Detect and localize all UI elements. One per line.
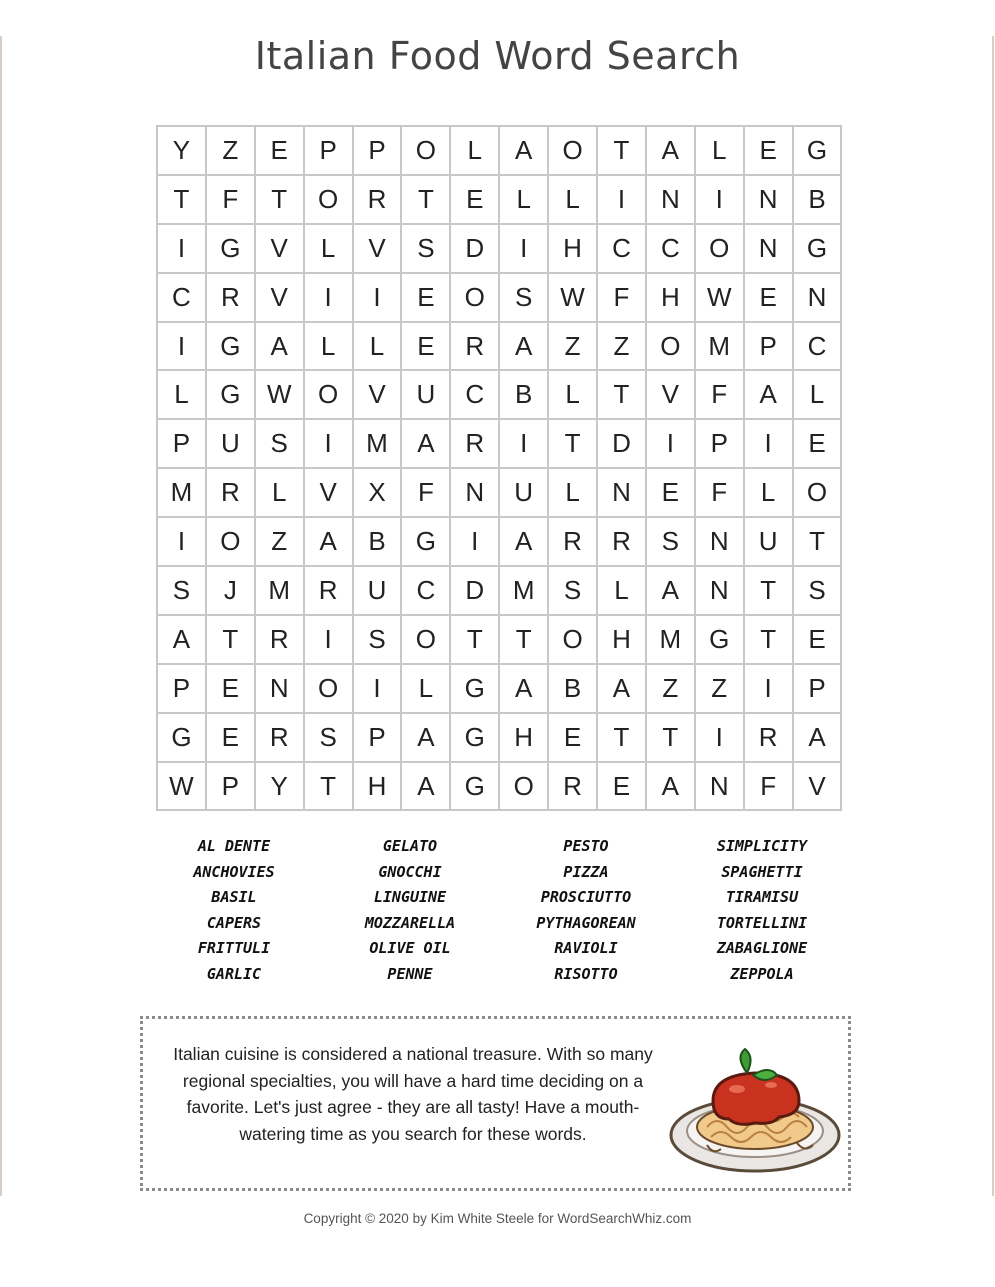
grid-cell: R <box>745 714 794 763</box>
grid-cell: L <box>305 323 354 372</box>
grid-cell: L <box>305 225 354 274</box>
grid-cell: I <box>354 274 403 323</box>
word-list-item: SIMPLICITY <box>716 837 808 855</box>
grid-cell: T <box>745 567 794 616</box>
grid-cell: V <box>305 469 354 518</box>
grid-cell: C <box>794 323 843 372</box>
grid-cell: A <box>598 665 647 714</box>
grid-cell: U <box>354 567 403 616</box>
grid-cell: E <box>794 616 843 665</box>
grid-cell: I <box>451 518 500 567</box>
grid-cell: A <box>402 714 451 763</box>
grid-cell: A <box>500 127 549 176</box>
grid-cell: O <box>305 371 354 420</box>
grid-cell: T <box>451 616 500 665</box>
grid-cell: T <box>549 420 598 469</box>
grid-cell: G <box>794 225 843 274</box>
copyright-text: Copyright © 2020 by Kim White Steele for WordSearchWhiz.com <box>303 1211 692 1226</box>
grid-cell: L <box>158 371 207 420</box>
grid-cell: A <box>158 616 207 665</box>
grid-cell: E <box>794 420 843 469</box>
word-list-item: BASIL <box>211 888 257 907</box>
word-list-item: PROSCIUTTO <box>540 888 632 907</box>
grid-cell: Z <box>256 518 305 567</box>
word-list-item: ZABAGLIONE <box>716 939 808 958</box>
grid-cell: F <box>402 469 451 518</box>
grid-cell: O <box>451 274 500 323</box>
grid-cell: E <box>256 127 305 176</box>
grid-cell: L <box>549 371 598 420</box>
word-list-item: MOZZARELLA <box>364 913 456 932</box>
grid-cell: L <box>549 176 598 225</box>
word-list-item: GARLIC <box>206 964 262 983</box>
grid-cell: L <box>256 469 305 518</box>
word-list-item: OLIVE OIL <box>369 939 451 958</box>
grid-cell: F <box>745 763 794 812</box>
page-edge-left <box>0 36 2 1196</box>
grid-cell: A <box>402 420 451 469</box>
grid-cell: B <box>549 665 598 714</box>
grid-cell: D <box>451 567 500 616</box>
grid-cell: C <box>158 274 207 323</box>
word-list-item: RAVIOLI <box>554 939 618 958</box>
word-list-item: TIRAMISU <box>725 888 799 907</box>
grid-cell: M <box>158 469 207 518</box>
grid-cell: F <box>696 469 745 518</box>
grid-cell: R <box>451 323 500 372</box>
grid-cell: O <box>402 616 451 665</box>
grid-cell: E <box>402 323 451 372</box>
word-column <box>674 834 850 988</box>
grid-cell: G <box>207 371 256 420</box>
grid-cell: O <box>696 225 745 274</box>
grid-cell: S <box>549 567 598 616</box>
grid-cell: E <box>647 469 696 518</box>
grid-cell: W <box>549 274 598 323</box>
grid-cell: O <box>647 323 696 372</box>
grid-cell: T <box>402 176 451 225</box>
grid-cell: I <box>598 176 647 225</box>
grid-cell: P <box>158 665 207 714</box>
grid-cell: G <box>451 714 500 763</box>
grid-cell: F <box>598 274 647 323</box>
grid-cell: H <box>647 274 696 323</box>
grid-cell: S <box>402 225 451 274</box>
grid-cell: U <box>207 420 256 469</box>
grid-cell: E <box>745 274 794 323</box>
grid-cell: L <box>794 371 843 420</box>
grid-cell: E <box>207 665 256 714</box>
grid-cell: Z <box>598 323 647 372</box>
grid-cell: V <box>256 225 305 274</box>
grid-cell: R <box>305 567 354 616</box>
page-edge-right <box>992 36 994 1196</box>
grid-cell: I <box>500 225 549 274</box>
grid-cell: I <box>354 665 403 714</box>
grid-cell: F <box>207 176 256 225</box>
grid-cell: H <box>549 225 598 274</box>
grid-cell: D <box>598 420 647 469</box>
grid-cell: R <box>354 176 403 225</box>
grid-cell: A <box>647 127 696 176</box>
grid-cell: P <box>158 420 207 469</box>
grid-cell: M <box>354 420 403 469</box>
word-list-item: PYTHAGOREAN <box>536 913 636 932</box>
grid-cell: I <box>158 518 207 567</box>
grid-cell: D <box>451 225 500 274</box>
grid-cell: M <box>696 323 745 372</box>
grid-cell: N <box>598 469 647 518</box>
grid-cell: L <box>745 469 794 518</box>
grid-cell: N <box>794 274 843 323</box>
grid-cell: E <box>745 127 794 176</box>
grid-cell: W <box>158 763 207 812</box>
grid-cell: H <box>598 616 647 665</box>
grid-cell: O <box>402 127 451 176</box>
grid-cell: P <box>207 763 256 812</box>
grid-cell: G <box>207 225 256 274</box>
grid-cell: R <box>207 469 256 518</box>
grid-cell: S <box>158 567 207 616</box>
word-list-item: ZEPPOLA <box>730 964 794 983</box>
grid-cell: I <box>696 714 745 763</box>
grid-cell: O <box>549 127 598 176</box>
grid-cell: W <box>696 274 745 323</box>
grid-cell: C <box>402 567 451 616</box>
grid-cell: L <box>451 127 500 176</box>
grid-cell: R <box>598 518 647 567</box>
grid-cell: V <box>794 763 843 812</box>
grid-cell: S <box>354 616 403 665</box>
grid-cell: Y <box>158 127 207 176</box>
grid-cell: P <box>794 665 843 714</box>
grid-cell: O <box>500 763 549 812</box>
word-list <box>146 834 850 988</box>
grid-cell: G <box>696 616 745 665</box>
grid-cell: B <box>794 176 843 225</box>
grid-cell: I <box>158 323 207 372</box>
grid-cell: T <box>794 518 843 567</box>
grid-cell: P <box>745 323 794 372</box>
grid-cell: N <box>696 763 745 812</box>
grid-cell: G <box>402 518 451 567</box>
grid-cell: U <box>402 371 451 420</box>
word-list-item: CAPERS <box>206 913 262 932</box>
grid-cell: Z <box>549 323 598 372</box>
grid-cell: E <box>402 274 451 323</box>
grid-cell: M <box>500 567 549 616</box>
grid-cell: L <box>598 567 647 616</box>
grid-cell: B <box>354 518 403 567</box>
word-list-item: SPAGHETTI <box>721 862 803 881</box>
grid-cell: H <box>500 714 549 763</box>
grid-cell: Z <box>696 665 745 714</box>
grid-cell: C <box>598 225 647 274</box>
grid-cell: P <box>354 714 403 763</box>
grid-cell: S <box>794 567 843 616</box>
grid-cell: E <box>598 763 647 812</box>
grid-cell: V <box>354 371 403 420</box>
grid-cell: R <box>256 714 305 763</box>
grid-cell: F <box>696 371 745 420</box>
grid-cell: J <box>207 567 256 616</box>
grid-cell: Z <box>207 127 256 176</box>
grid-cell: E <box>549 714 598 763</box>
grid-cell: X <box>354 469 403 518</box>
grid-cell: T <box>158 176 207 225</box>
grid-cell: V <box>256 274 305 323</box>
grid-cell: Y <box>256 763 305 812</box>
grid-cell: B <box>500 371 549 420</box>
grid-cell: T <box>598 127 647 176</box>
grid-cell: P <box>305 127 354 176</box>
grid-cell: S <box>500 274 549 323</box>
grid-cell: H <box>354 763 403 812</box>
grid-cell: S <box>256 420 305 469</box>
word-list-item: RISOTTO <box>554 964 618 983</box>
grid-cell: E <box>451 176 500 225</box>
grid-cell: I <box>305 616 354 665</box>
grid-cell: C <box>451 371 500 420</box>
word-column <box>322 834 498 988</box>
grid-cell: L <box>402 665 451 714</box>
info-text: Italian cuisine is considered a national treasure. With so many regional specialties, you will have a hard time deciding on a favorite. Let's just agree - they are all tasty! Have a mouth-watering time as you search for these words. <box>173 1044 653 1144</box>
grid-cell: P <box>696 420 745 469</box>
grid-cell: I <box>500 420 549 469</box>
grid-cell: V <box>647 371 696 420</box>
grid-cell: I <box>696 176 745 225</box>
word-list-item: PESTO <box>563 837 609 855</box>
grid-cell: N <box>451 469 500 518</box>
grid-cell: T <box>500 616 549 665</box>
grid-cell: N <box>745 225 794 274</box>
grid-cell: A <box>305 518 354 567</box>
grid-cell: G <box>451 763 500 812</box>
word-list-item: GELATO <box>382 837 438 855</box>
grid-cell: A <box>794 714 843 763</box>
grid-cell: Z <box>647 665 696 714</box>
grid-cell: G <box>207 323 256 372</box>
grid-cell: O <box>794 469 843 518</box>
grid-cell: L <box>354 323 403 372</box>
grid-cell: T <box>647 714 696 763</box>
grid-cell: G <box>794 127 843 176</box>
grid-cell: T <box>745 616 794 665</box>
word-column <box>146 834 322 988</box>
grid-cell: A <box>647 567 696 616</box>
word-list-item: ANCHOVIES <box>193 862 275 881</box>
grid-cell: I <box>305 274 354 323</box>
info-box <box>140 1016 851 1191</box>
grid-cell: A <box>256 323 305 372</box>
grid-cell: S <box>305 714 354 763</box>
grid-cell: R <box>549 763 598 812</box>
word-column <box>498 834 674 988</box>
grid-cell: A <box>647 763 696 812</box>
grid-cell: N <box>647 176 696 225</box>
grid-cell: R <box>207 274 256 323</box>
grid-cell: A <box>745 371 794 420</box>
grid-cell: L <box>696 127 745 176</box>
grid-cell: T <box>598 371 647 420</box>
grid-cell: T <box>207 616 256 665</box>
grid-cell: N <box>696 567 745 616</box>
grid-cell: W <box>256 371 305 420</box>
word-list-item: PIZZA <box>563 862 609 881</box>
grid-cell: M <box>647 616 696 665</box>
letter-grid <box>156 125 842 811</box>
grid-cell: T <box>598 714 647 763</box>
grid-cell: N <box>696 518 745 567</box>
grid-cell: I <box>158 225 207 274</box>
grid-cell: E <box>207 714 256 763</box>
grid-cell: R <box>451 420 500 469</box>
grid-cell: M <box>256 567 305 616</box>
grid-cell: O <box>207 518 256 567</box>
grid-cell: A <box>402 763 451 812</box>
grid-cell: U <box>500 469 549 518</box>
grid-cell: C <box>647 225 696 274</box>
grid-cell: R <box>549 518 598 567</box>
grid-cell: N <box>745 176 794 225</box>
grid-cell: G <box>158 714 207 763</box>
grid-cell: A <box>500 665 549 714</box>
grid-cell: O <box>305 176 354 225</box>
grid-cell: T <box>256 176 305 225</box>
word-list-item: FRITTULI <box>197 939 271 958</box>
grid-cell: A <box>500 323 549 372</box>
grid-cell: L <box>500 176 549 225</box>
grid-cell: G <box>451 665 500 714</box>
grid-cell: I <box>745 420 794 469</box>
word-list-item: PENNE <box>387 964 433 983</box>
grid-cell: R <box>256 616 305 665</box>
spaghetti-plate-icon <box>667 1045 843 1175</box>
grid-cell: O <box>305 665 354 714</box>
grid-cell: I <box>305 420 354 469</box>
page-title: Italian Food Word Search <box>254 34 741 78</box>
word-list-item: AL DENTE <box>197 837 271 855</box>
grid-cell: O <box>549 616 598 665</box>
grid-cell: U <box>745 518 794 567</box>
grid-cell: I <box>647 420 696 469</box>
grid-cell: I <box>745 665 794 714</box>
grid-cell: V <box>354 225 403 274</box>
grid-cell: S <box>647 518 696 567</box>
grid-cell: A <box>500 518 549 567</box>
word-list-item: LINGUINE <box>373 888 447 907</box>
grid-cell: N <box>256 665 305 714</box>
word-list-item: TORTELLINI <box>716 913 808 932</box>
word-list-item: GNOCCHI <box>378 862 442 881</box>
grid-cell: T <box>305 763 354 812</box>
grid-cell: L <box>549 469 598 518</box>
grid-cell: P <box>354 127 403 176</box>
